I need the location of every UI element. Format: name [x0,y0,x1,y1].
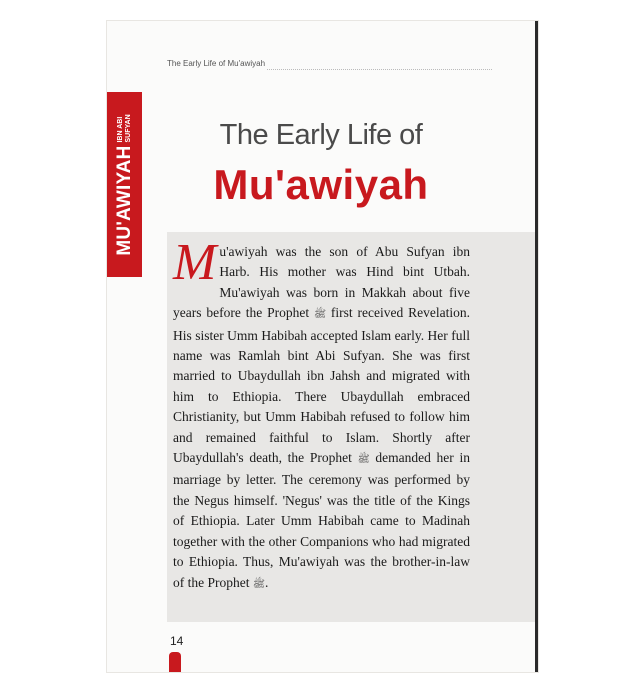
body-text-part1: u'awiyah was the son of Abu Sufyan ibn Harb. His mother was Hind bint Utbah. Mu'awiyah was born in Makkah about five years before the Prophet [173,244,470,321]
spine-subtitle-line1: IBN ABI [116,116,124,143]
chapter-title-line1: The Early Life of [219,119,423,151]
body-text-part2: first received Revelation. His sister Umm Habibah accepted Islam early. Her full name was Ramlah bint Abi Sufyan. She was first married to Ubaydullah ibn Jahsh and migrated with him to Ethiopia. There Ubaydullah embraced Christianity, but Umm Habibah refused to follow him and remained faithful to Islam. Shortly after Ubaydullah's death, the Prophet [173,305,470,466]
running-header: The Early Life of Mu'awiyah [167,59,266,68]
header-rule [267,69,492,70]
body-text-end: . [264,574,269,590]
body-text-part3: demanded her in marriage by letter. The ceremony was performed by the Negus himself. 'Negus' was the title of the Kings of Ethiopia. Later Umm Habibah came to Madinah together with the other Companions who had migrated to Ethiopia. Thus, Mu'awiyah was the brother-in-law of the Prophet [173,450,470,590]
spine-subtitle-line2: SUFYAN [124,113,132,143]
honorific-glyph: ﷺ [357,454,370,466]
chapter-title-line2: Mu'awiyah [213,161,429,208]
footer-tab [169,652,181,672]
book-page [107,21,538,672]
page-number: 14 [170,634,184,648]
honorific-glyph: ﷺ [252,578,265,590]
spine-main-title: MU'AWIYAH [113,145,135,256]
drop-cap: M [173,234,217,291]
body-paragraph [173,234,470,595]
honorific-glyph: ﷺ [313,309,327,321]
